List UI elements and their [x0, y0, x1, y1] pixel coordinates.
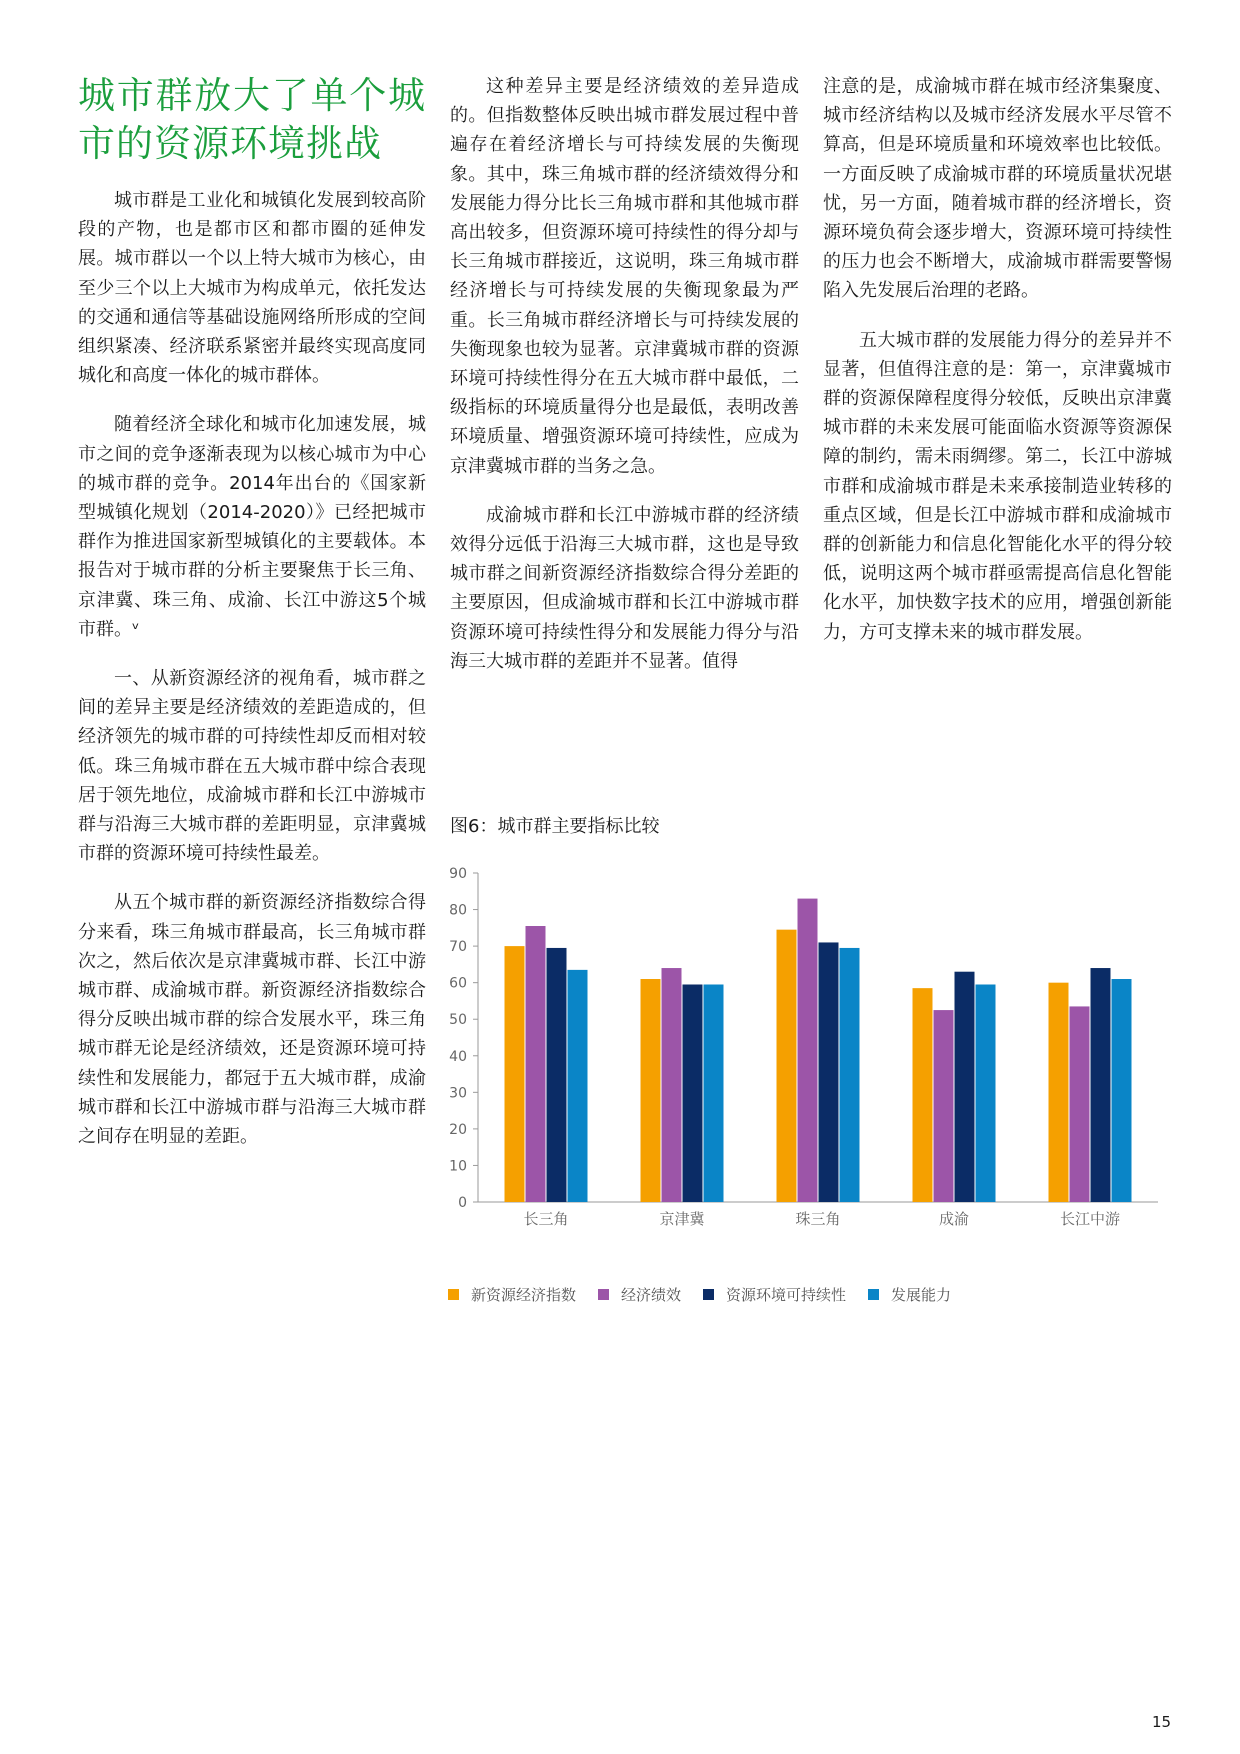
bar — [955, 972, 975, 1202]
legend-label: 发展能力 — [891, 1286, 952, 1304]
bar — [568, 970, 588, 1202]
x-tick-label: 成渝 — [938, 1210, 970, 1228]
bar — [505, 946, 525, 1202]
bar — [1049, 983, 1069, 1202]
bar — [934, 1010, 954, 1202]
legend-item — [448, 1284, 576, 1305]
bar — [976, 984, 996, 1202]
legend-label: 经济绩效 — [621, 1286, 682, 1304]
y-tick-label: 90 — [449, 866, 467, 882]
legend-label: 资源环境可持续性 — [726, 1286, 847, 1304]
bar — [662, 968, 682, 1202]
paragraph: 从五个城市群的新资源经济指数综合得分来看，珠三角城市群最高，长三角城市群次之，然后依次是京津冀城市群、长江中游城市群、成渝城市群。新资源经济指数综合得分反映出城市群的综合发展水平，珠三角城市群无论是经济绩效，还是资源环境可持续性和发展能力，都冠于五大城市群，成渝城市群和长江中游城市群与沿海三大城市群之间存在明显的差距。 — [78, 892, 426, 1148]
y-tick-label: 20 — [449, 1121, 467, 1138]
bar — [1112, 979, 1132, 1202]
y-tick-label: 80 — [449, 902, 467, 919]
paragraph: 成渝城市群和长江中游城市群的经济绩效得分远低于沿海三大城市群，这也是导致城市群之间新资源经济指数综合得分差距的主要原因，但成渝城市群和长江中游城市群资源环境可持续性得分和发展能力得分与沿海三大城市群的差距并不显著。值得 — [450, 504, 799, 672]
y-tick-label: 40 — [449, 1048, 467, 1065]
column-middle — [450, 72, 799, 696]
x-tick-label: 长三角 — [523, 1210, 569, 1228]
bar — [913, 988, 933, 1202]
legend-item — [868, 1284, 951, 1305]
legend-item — [703, 1284, 846, 1305]
paragraph: 一、从新资源经济的视角看，城市群之间的差异主要是经济绩效的差距造成的，但经济领先的城市群的可持续性却反而相对较低。珠三角城市群在五大城市群中综合表现居于领先地位，成渝城市群和长江中游城市群与沿海三大城市群的差距明显，京津冀城市群的资源环境可持续性最差。 — [78, 668, 426, 865]
paragraph: 城市群是工业化和城镇化发展到较高阶段的产物，也是都市区和都市圈的延伸发展。城市群以一个以上特大城市为核心，由至少三个以上大城市为构成单元，依托发达的交通和通信等基础设施网络所形成的空间组织紧凑、经济联系紧密并最终实现高度同城化和高度一体化的城市群体。 — [78, 190, 426, 387]
paragraph: 随着经济全球化和城市化加速发展，城市之间的竞争逐渐表现为以核心城市为中心的城市群的竞争。2014年出台的《国家新型城镇化规划（2014-2020）》已经把城市群作为推进国家新型城镇化的主要载体。本报告对于城市群的分析主要聚焦于长三角、京津冀、珠三角、成渝、长江中游这5个城市群。ᵛ — [78, 414, 426, 640]
paragraph: 五大城市群的发展能力得分的差异并不显著，但值得注意的是：第一，京津冀城市群的资源保障程度得分较低，反映出京津冀城市群的未来发展可能面临水资源等资源保障的制约，需未雨绸缪。第二，长江中游城市群和成渝城市群是未来承接制造业转移的重点区域，但是长江中游城市群和成渝城市群的创新能力和信息化智能化水平的得分较低，说明这两个城市群亟需提高信息化智能化水平，加快数字技术的应用，增强创新能力，方可支撑未来的城市群发展。 — [823, 329, 1172, 643]
paragraph: 这种差异主要是经济绩效的差异造成的。但指数整体反映出城市群发展过程中普遍存在着经济增长与可持续发展的失衡现象。其中，珠三角城市群的经济绩效得分和发展能力得分比长三角城市群和其他城市群高出较多，但资源环境可持续性的得分却与长三角城市群接近，这说明，珠三角城市群经济增长与可持续发展的失衡现象最为严重。长三角城市群经济增长与可持续发展的失衡现象也较为显著。京津冀城市群的资源环境可持续性得分在五大城市群中最低，二级指标的环境质量得分也是最低，表明改善环境质量、增强资源环境可持续性，应成为京津冀城市群的当务之急。 — [450, 76, 799, 477]
paragraph: 注意的是，成渝城市群在城市经济集聚度、城市经济结构以及城市经济发展水平尽管不算高，但是环境质量和环境效率也比较低。一方面反映了成渝城市群的环境质量状况堪忧，另一方面，随着城市群的经济增长，资源环境负荷会逐步增大，资源环境可持续性的压力也会不断增大，成渝城市群需要警惕陷入先发展后治理的老路。 — [823, 76, 1172, 302]
bar — [683, 984, 703, 1202]
y-tick-label: 30 — [449, 1085, 467, 1102]
legend-swatch — [703, 1289, 714, 1300]
bar — [840, 948, 860, 1202]
column-left — [78, 72, 426, 1171]
x-tick-label: 长江中游 — [1059, 1210, 1121, 1228]
y-tick-label: 10 — [449, 1158, 467, 1175]
bar — [641, 979, 661, 1202]
legend-swatch — [868, 1289, 879, 1300]
bar — [1070, 1006, 1090, 1202]
bar — [1091, 968, 1111, 1202]
y-tick-label: 0 — [458, 1195, 467, 1211]
figure-caption: 图6：城市群主要指标比较 — [450, 816, 660, 837]
legend-swatch — [448, 1289, 459, 1300]
bar — [798, 899, 818, 1202]
y-tick-label: 50 — [449, 1012, 467, 1029]
legend-item — [598, 1284, 681, 1305]
bar — [819, 942, 839, 1202]
bar — [704, 984, 724, 1202]
column-right — [823, 72, 1172, 667]
legend-label: 新资源经济指数 — [471, 1286, 577, 1304]
bar — [526, 926, 546, 1202]
x-tick-label: 京津冀 — [659, 1210, 705, 1228]
page-number: 15 — [1152, 1713, 1172, 1731]
x-tick-label: 珠三角 — [795, 1210, 841, 1228]
chart-legend — [448, 1284, 951, 1305]
page-title: 城市群放大了单个城市的资源环境挑战 — [78, 74, 426, 165]
bar — [777, 930, 797, 1202]
y-tick-label: 60 — [449, 975, 467, 992]
bar-chart — [430, 865, 1170, 1255]
legend-swatch — [598, 1289, 609, 1300]
bar — [547, 948, 567, 1202]
y-tick-label: 70 — [449, 939, 467, 956]
